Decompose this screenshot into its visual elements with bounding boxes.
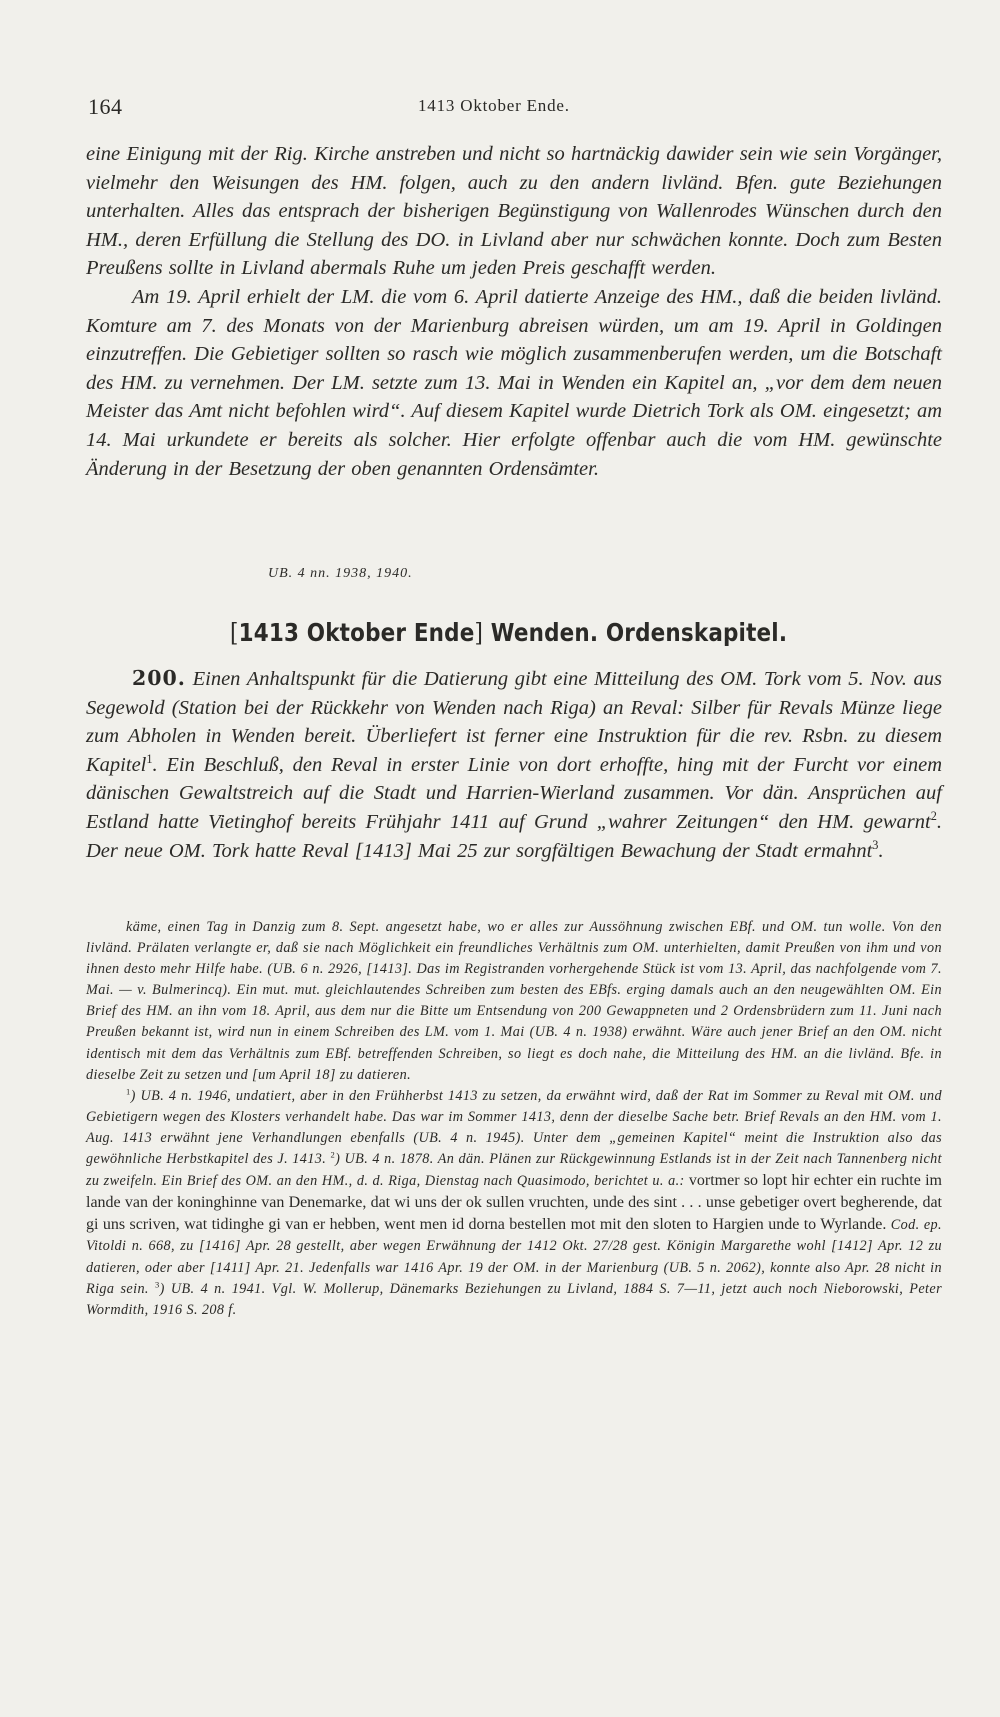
heading-title: Ordenskapitel. <box>605 618 788 647</box>
footnote-3-mark: 3 <box>154 1278 160 1289</box>
heading-place: Wenden. <box>490 618 599 647</box>
heading-bracket-close: ] <box>474 618 484 647</box>
footnotes <box>86 917 942 1321</box>
footnote-continuation: käme, einen Tag in Danzig zum 8. Sept. angesetzt habe, wo er alles zur Aussöhnung zwischen EBf. und OM. tun wolle. Von den livländ. Prälaten verlangte er, daß sie nach Möglichkeit ein freundliches Verhältnis zum OM. unterhielten, damit Preußen von ihm und von ihnen desto mehr Hilfe habe. (UB. 6 n. 2926, [1413]. Das im Registranden vorhergehende Stück ist vom 13. April, das nachfolgende vom 7. Mai. — v. Bulmerincq). Ein mut. mut. gleichlautendes Schreiben zum besten des EBfs. erging damals auch an den neugewählten OM. Ein Brief des HM. an ihn vom 18. April, aus dem nur die Bitte um Entsendung von 200 Gewappneten und 2 Ordensbrüdern zum 11. Juni nach Preußen bekannt ist, wird nun in einem Schreiben des LM. vom 1. Mai (UB. 4 n. 1938) erwähnt. Wäre auch jener Brief an den OM. nicht identisch mit dem das Verhältnis zum EBf. betreffenden Schreiben, so liegt es doch nahe, die Mitteilung des HM. an die livländ. Bfe. in dieselbe Zeit zu setzen und [um April 18] zu datieren. <box>86 919 942 1083</box>
footnote-2-text-b: Cod. ep. Vitoldi n. 668, zu [1416] Apr. 28 gestellt, aber wegen Erwähnung der 1412 Okt. 27/28 gest. Königin Margarethe wohl [1412] Apr. 12 zu datieren, oder aber [1411] Apr. 21. Jedenfalls war 1416 Apr. 19 der OM. in der Marienburg (UB. 5 n. 2062), konnte also Apr. 28 nicht in Riga sein. <box>86 1217 942 1297</box>
footnote-ref-2: 2 <box>930 809 937 824</box>
entry-text-b: . Ein Beschluß, den Reval in erster Linie von dort erhoffte, hing mit der Furcht vor einem dänischen Gewaltstreich auf die Stadt und Harrien-Wierland zusammen. Vor dän. Ansprüchen auf Estland hatte Vietinghof bereits Frühjahr 1411 auf Grund „wahrer Zeitungen“ den HM. gewarnt <box>86 753 942 833</box>
entry-200 <box>86 664 942 865</box>
entry-paragraph <box>86 664 942 865</box>
entry-text-d: . <box>878 839 884 862</box>
heading-date: 1413 Oktober Ende <box>238 618 475 647</box>
footnote-1-text: ) UB. 4 n. 1946, undatiert, aber in den Frühherbst 1413 zu setzen, da erwähnt wird, daß der Rat im Sommer zu Reval mit OM. und Gebietigern wegen des Klosters verhandelt habe. Das war im Sommer 1413, denn der dieselbe Sache betr. Brief Revals an den HM. vom 1. Aug. 1413 erwähnt jene Verhandlungen ebenfalls (UB. 4 n. 1945). Unter dem „gemeinen Kapitel“ meint die Instruktion also das gewöhnliche Herbstkapitel des J. 1413. <box>86 1087 942 1168</box>
footnote-ref-3: 3 <box>872 837 879 852</box>
entry-text-c: . Der neue OM. Tork hatte Reval [1413] Mai 25 zur sorgfältigen Bewachung der Stadt ermahnt <box>86 810 942 862</box>
page-header <box>88 94 944 124</box>
footnote-1 <box>86 1086 942 1321</box>
footnote-1-mark: 1 <box>126 1086 131 1097</box>
main-paragraph-1: eine Einigung mit der Rig. Kirche anstreben und nicht so hartnäckig dawider sein wie sein Vorgänger, vielmehr den Weisungen des HM. folgen, auch zu den andern livländ. Bfen. gute Beziehungen unterhalten. Alles das entsprach der bisherigen Begünstigung von Wallenrodes Wünschen durch den HM., deren Erfüllung die Stellung des DO. in Livland aber nur schwächen konnte. Doch zum Besten Preußens sollte in Livland abermals Ruhe um jeden Preis geschafft werden. <box>86 143 942 280</box>
footnote-2-text-a: ) UB. 4 n. 1878. An dän. Plänen zur Rückgewinnung Estlands ist in der Zeit nach Tannenberg nicht zu zweifeln. Ein Brief des OM. an den HM., d. d. Riga, Dienstag nach Quasimodo, berichtet u. a.: <box>86 1151 942 1190</box>
entry-text-a: Einen Anhaltspunkt für die Datierung gibt eine Mitteilung des OM. Tork vom 5. Nov. aus Segewold (Station bei der Rückkehr von Wenden nach Riga) an Reval: Silber für Revals Münze liege zum Abholen in Wenden bereit. Überliefert ist ferner eine Instruktion für die rev. Rsbn. zu diesem Kapitel <box>86 668 943 776</box>
heading-bracket-open: [ <box>230 618 239 647</box>
main-text <box>86 140 942 483</box>
footnote-2-quote: vortmer so lopt hir echter ein ruchte im lande van der koninghinne van Denemarke, dat wi uns der ok sullen vruchten, unde des sint . . . unse gebetiger overt begherende, dat gi uns scriven, wat tidinghe gi van er hebben, went men id dorna bestellen mot mit den sloten to Hargien unde to Wyrlande. <box>86 1172 942 1234</box>
footnote-3-text: ) UB. 4 n. 1941. Vgl. W. Mollerup, Dänemarks Beziehungen zu Livland, 1884 S. 7—11, jetzt auch noch Nieborowski, Peter Wormdith, 1916 S. 208 f. <box>86 1280 943 1318</box>
entry-number: 200. <box>132 666 186 690</box>
page-number: 164 <box>88 94 123 119</box>
footnote-2-mark: 2 <box>330 1149 336 1160</box>
entry-heading <box>230 618 787 647</box>
source-citation: UB. 4 nn. 1938, 1940. <box>268 566 413 581</box>
main-paragraph-2: Am 19. April erhielt der LM. die vom 6. April datierte Anzeige des HM., daß die beiden livländ. Komture am 7. des Monats von der Marienburg abreisen würden, um am 19. April in Goldingen einzutreffen. Die Gebietiger sollten so rasch wie möglich zusammenberufen werden, um die Botschaft des HM. zu vernehmen. Der LM. setzte zum 13. Mai in Wenden ein Kapitel an, „vor dem dem neuen Meister das Amt nicht befohlen wird“. Auf diesem Kapitel wurde Dietrich Tork als OM. eingesetzt; am 14. Mai urkundete er bereits als solcher. Hier erfolgte offenbar auch die vom HM. gewünschte Änderung in der Besetzung der oben genannten Ordensämter. <box>86 285 942 480</box>
footnote-ref-1: 1 <box>146 751 153 766</box>
running-head: 1413 Oktober Ende. <box>418 96 570 115</box>
